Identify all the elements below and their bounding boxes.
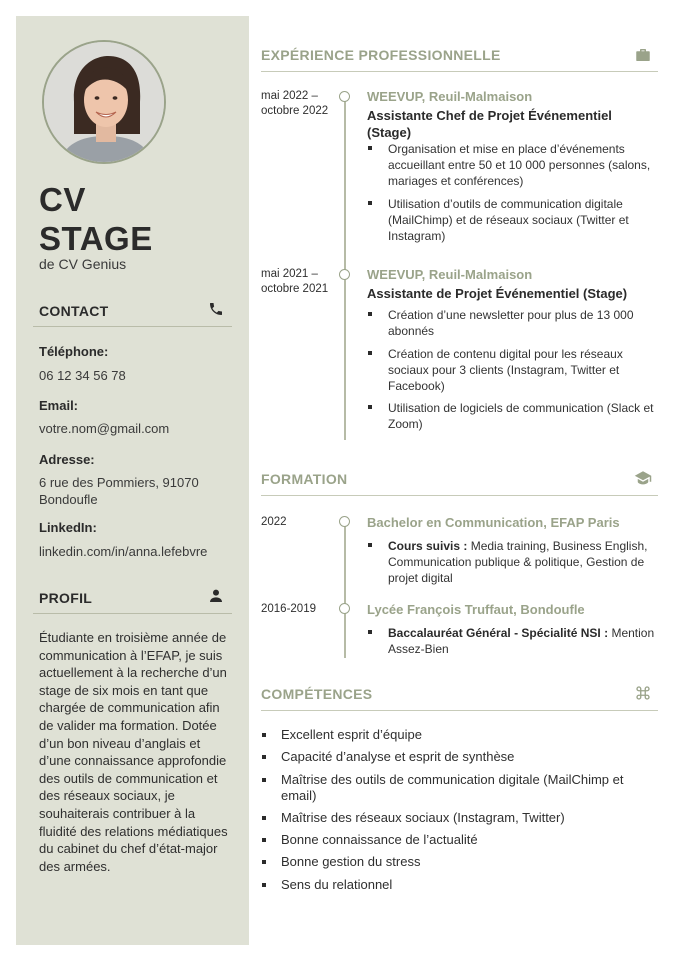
email-value: votre.nom@gmail.com xyxy=(39,421,170,436)
graduation-cap-icon xyxy=(634,469,652,487)
contact-heading-label: CONTACT xyxy=(39,303,109,319)
linkedin-value: linkedin.com/in/anna.lefebvre xyxy=(39,544,208,559)
briefcase-icon xyxy=(634,46,652,64)
list-item xyxy=(367,625,657,657)
list-item: Bonne connaissance de l’actualité xyxy=(261,832,658,848)
education-heading-label: FORMATION xyxy=(261,471,348,487)
profile-heading-label: PROFIL xyxy=(39,590,93,606)
profile-photo-icon xyxy=(44,42,166,164)
education-1-bullets xyxy=(367,538,657,593)
experience-1-org: WEEVUP, Reuil-Malmaison xyxy=(367,89,533,104)
title-line-1: CV xyxy=(39,181,86,218)
profile-heading xyxy=(33,588,232,614)
education-1-org: Bachelor en Communication, EFAP Paris xyxy=(367,515,620,530)
list-item: Excellent esprit d’équipe xyxy=(261,727,658,743)
experience-heading xyxy=(261,44,658,72)
list-item: Utilisation d’outils de communication digitale (MailChimp) et de réseaux sociaux (Twitter et Instagram) xyxy=(367,196,657,244)
degree-text: Mention Assez-Bien xyxy=(388,626,655,656)
list-item: Maîtrise des outils de communication digitale (MailChimp et email) xyxy=(261,772,658,804)
address-value: 6 rue des Pommiers, 91070 Bondoufle xyxy=(39,475,199,507)
timeline-dot xyxy=(339,269,350,280)
skills-heading-label: COMPÉTENCES xyxy=(261,686,373,702)
list-item: Sens du relationnel xyxy=(261,877,658,893)
contact-heading xyxy=(33,301,232,327)
experience-2-org: WEEVUP, Reuil-Malmaison xyxy=(367,267,533,282)
course-text: Media training, Business English, Communication publique & politique, Gestion de projet digital xyxy=(388,539,648,585)
education-2-bullets xyxy=(367,625,657,664)
user-icon xyxy=(208,588,224,604)
education-2-org: Lycée François Truffaut, Bondoufle xyxy=(367,602,585,617)
experience-timeline xyxy=(344,96,346,440)
list-item: Capacité d’analyse et esprit de synthèse xyxy=(261,749,658,765)
experience-2-role: Assistante de Projet Événementiel (Stage) xyxy=(367,286,628,301)
list-item: Utilisation de logiciels de communication (Slack et Zoom) xyxy=(367,400,657,432)
timeline-dot xyxy=(339,91,350,102)
list-item: Bonne gestion du stress xyxy=(261,854,658,870)
experience-2-date: mai 2021 – octobre 2021 xyxy=(261,268,329,295)
page-subtitle: de CV Genius xyxy=(39,256,127,272)
experience-1-date: mai 2022 – octobre 2022 xyxy=(261,90,329,117)
title-line-2: STAGE xyxy=(39,220,153,257)
education-2-date: 2016-2019 xyxy=(261,603,316,615)
experience-1-role: Assistante Chef de Projet Événementiel (Stage) xyxy=(367,108,612,140)
linkedin-label: LinkedIn: xyxy=(39,520,97,535)
education-timeline xyxy=(344,520,346,658)
page-title xyxy=(39,180,153,258)
command-key-icon xyxy=(634,684,652,702)
degree-label: Baccalauréat Général - Spécialité NSI : xyxy=(388,626,609,640)
address-label: Adresse: xyxy=(39,452,95,467)
profile-photo xyxy=(42,40,166,164)
email-label: Email: xyxy=(39,398,79,413)
profile-text: Étudiante en troisième année de communication à l’EFAP, je suis actuellement à la recherche d’un stage de six mois en tant que chargée de communication afin de valider ma formation. Dotée d’un bon niveau d’anglais et d’une connaissance approfondie des outils de communication et des réseaux sociaux, je souhaiterais contribuer à la fluidité des relations médiatiques du cabinet du chef d’état-major des armées. xyxy=(39,630,228,874)
experience-heading-label: EXPÉRIENCE PROFESSIONNELLE xyxy=(261,47,501,63)
list-item: Maîtrise des réseaux sociaux (Instagram, Twitter) xyxy=(261,810,658,826)
list-item xyxy=(367,538,657,586)
skills-list xyxy=(261,727,658,899)
education-1-date: 2022 xyxy=(261,516,287,528)
phone-icon xyxy=(208,301,224,317)
list-item: Organisation et mise en place d’événements accueillant entre 50 et 10 000 personnes (salons, mariages et conférences) xyxy=(367,141,657,189)
experience-1-bullets xyxy=(367,141,657,250)
education-heading xyxy=(261,468,658,496)
phone-label: Téléphone: xyxy=(39,344,109,359)
course-label: Cours suivis : xyxy=(388,539,468,553)
skills-heading xyxy=(261,683,658,711)
phone-value: 06 12 34 56 78 xyxy=(39,368,126,383)
timeline-dot xyxy=(339,516,350,527)
timeline-dot xyxy=(339,603,350,614)
experience-2-bullets xyxy=(367,307,657,439)
list-item: Création de contenu digital pour les réseaux sociaux pour 3 clients (Instagram, Twitter et Facebook) xyxy=(367,346,657,394)
list-item: Création d’une newsletter pour plus de 13 000 abonnés xyxy=(367,307,657,339)
